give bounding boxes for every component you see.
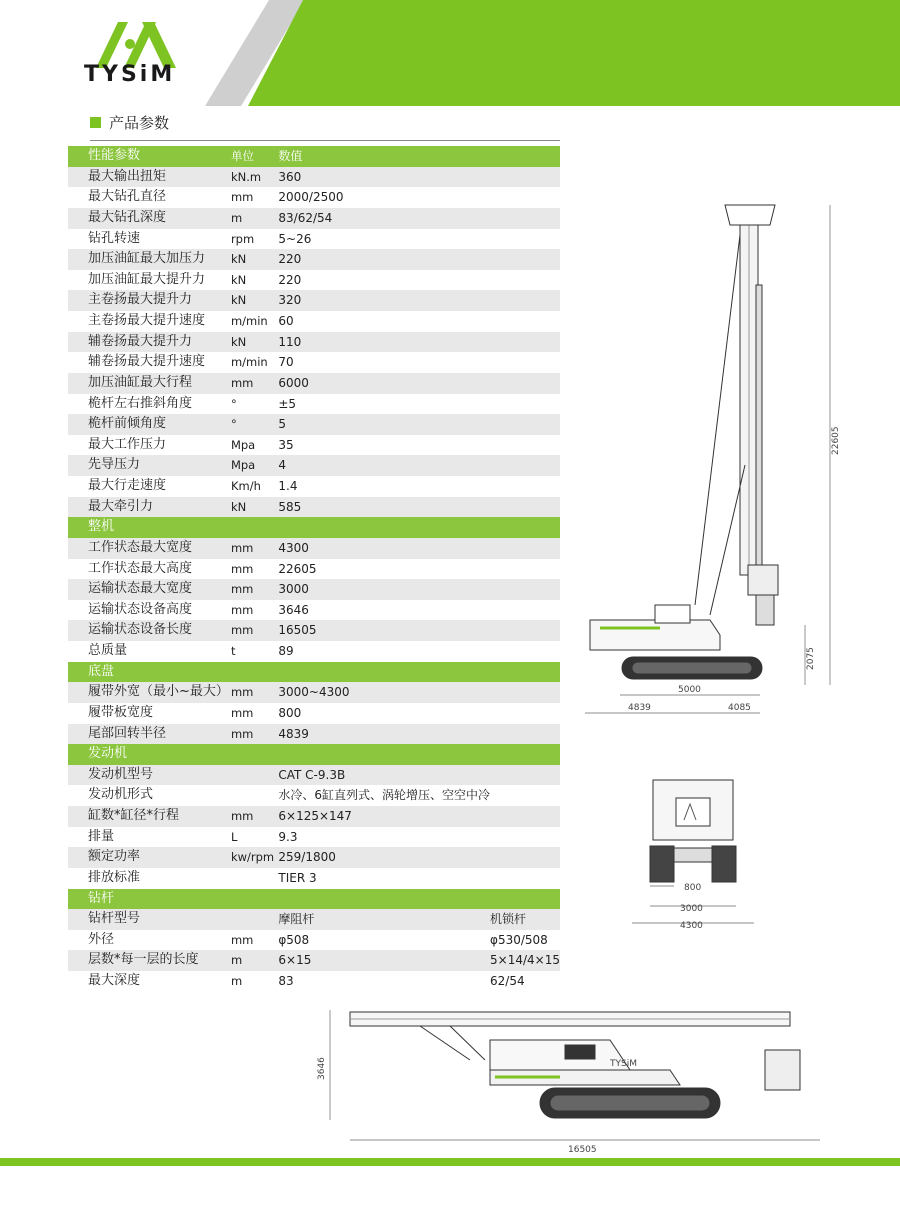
table-cell-c3: 6000: [278, 373, 490, 394]
table-cell-c2: mm: [231, 579, 278, 600]
table-cell-c3: 数值: [278, 146, 490, 167]
table-row: [68, 352, 560, 373]
table-cell-c4: [490, 146, 560, 167]
dim-front-w1: 800: [684, 883, 702, 893]
table-row: [68, 394, 560, 415]
table-cell-c2: [231, 517, 278, 538]
table-row: [68, 765, 560, 786]
table-section-header: [68, 744, 560, 765]
table-cell-c1: 底盘: [68, 662, 231, 683]
table-cell-c1: 层数*每一层的长度: [68, 950, 231, 971]
table-cell-c4: [490, 229, 560, 250]
table-cell-c1: 工作状态最大高度: [68, 559, 231, 580]
table-cell-c4: [490, 785, 560, 806]
table-cell-c4: [490, 187, 560, 208]
table-cell-c3: 220: [278, 249, 490, 270]
table-cell-c4: [490, 703, 560, 724]
table-cell-c3: ±5: [278, 394, 490, 415]
table-cell-c2: m: [231, 950, 278, 971]
table-cell-c3: TIER 3: [278, 868, 490, 889]
table-cell-c4: [490, 847, 560, 868]
table-cell-c1: 加压油缸最大行程: [68, 373, 231, 394]
table-cell-c1: 最大钻孔深度: [68, 208, 231, 229]
table-cell-c1: 主卷扬最大提升速度: [68, 311, 231, 332]
table-cell-c1: 总质量: [68, 641, 231, 662]
table-cell-c1: 最大深度: [68, 971, 231, 992]
table-cell-c4: φ530/508: [490, 930, 560, 951]
table-cell-c2: kN.m: [231, 167, 278, 188]
table-section-header: [68, 889, 560, 910]
table-cell-c2: mm: [231, 620, 278, 641]
table-cell-c3: 5: [278, 414, 490, 435]
dim-transport-length: 16505: [568, 1145, 597, 1155]
table-cell-c1: 发动机型号: [68, 765, 231, 786]
table-cell-c4: [490, 889, 560, 910]
table-cell-c4: [490, 352, 560, 373]
table-cell-c4: [490, 455, 560, 476]
table-cell-c1: 最大行走速度: [68, 476, 231, 497]
front-view-drawing: [628, 768, 758, 933]
table-cell-c3: 5~26: [278, 229, 490, 250]
table-row: [68, 559, 560, 580]
table-row: [68, 868, 560, 889]
transport-view-drawing: [310, 1000, 830, 1155]
table-cell-c4: [490, 682, 560, 703]
table-cell-c1: 缸数*缸径*行程: [68, 806, 231, 827]
table-row: [68, 600, 560, 621]
table-cell-c4: [490, 290, 560, 311]
table-cell-c2: mm: [231, 187, 278, 208]
table-row: [68, 806, 560, 827]
table-cell-c1: 最大牵引力: [68, 497, 231, 518]
table-row: [68, 187, 560, 208]
table-cell-c4: [490, 414, 560, 435]
table-cell-c2: kN: [231, 249, 278, 270]
table-cell-c3: [278, 744, 490, 765]
table-cell-c3: 89: [278, 641, 490, 662]
table-cell-c1: 最大工作压力: [68, 435, 231, 456]
table-cell-c3: φ508: [278, 930, 490, 951]
table-cell-c3: 585: [278, 497, 490, 518]
table-cell-c3: 60: [278, 311, 490, 332]
table-cell-c3: 2000/2500: [278, 187, 490, 208]
table-cell-c4: [490, 476, 560, 497]
table-cell-c1: 最大输出扭矩: [68, 167, 231, 188]
dim-transport-height: 3646: [317, 1057, 327, 1080]
table-cell-c2: mm: [231, 703, 278, 724]
table-row: [68, 785, 560, 806]
table-cell-c4: 5×14/4×15: [490, 950, 560, 971]
table-cell-c2: m/min: [231, 352, 278, 373]
table-row: [68, 311, 560, 332]
table-cell-c2: [231, 765, 278, 786]
cab-logo-text: TYSiM: [610, 1059, 637, 1069]
table-cell-c3: 4: [278, 455, 490, 476]
table-cell-c2: mm: [231, 930, 278, 951]
table-cell-c1: 钻孔转速: [68, 229, 231, 250]
table-cell-c2: [231, 744, 278, 765]
table-cell-c1: 最大钻孔直径: [68, 187, 231, 208]
section-title-text: 产品参数: [109, 114, 170, 132]
table-cell-c3: 220: [278, 270, 490, 291]
table-cell-c3: 259/1800: [278, 847, 490, 868]
table-row: [68, 167, 560, 188]
spec-table: [68, 146, 560, 992]
table-cell-c3: 22605: [278, 559, 490, 580]
table-cell-c4: [490, 249, 560, 270]
table-cell-c4: [490, 641, 560, 662]
section-title: [90, 112, 169, 133]
table-cell-c3: 800: [278, 703, 490, 724]
table-cell-c1: 履带板宽度: [68, 703, 231, 724]
table-row: [68, 847, 560, 868]
table-cell-c3: 83: [278, 971, 490, 992]
table-row: [68, 229, 560, 250]
table-cell-c2: [231, 889, 278, 910]
table-cell-c1: 运输状态设备长度: [68, 620, 231, 641]
table-cell-c2: mm: [231, 600, 278, 621]
table-cell-c4: [490, 311, 560, 332]
brand-name: TYSiM: [84, 62, 176, 87]
table-row: [68, 641, 560, 662]
table-cell-c2: [231, 909, 278, 930]
table-section-header: [68, 146, 560, 167]
table-cell-c3: 摩阻杆: [278, 909, 490, 930]
table-row: [68, 724, 560, 745]
table-cell-c4: [490, 538, 560, 559]
table-cell-c4: [490, 270, 560, 291]
table-cell-c4: [490, 559, 560, 580]
table-cell-c1: 排放标准: [68, 868, 231, 889]
table-row: [68, 208, 560, 229]
table-row: [68, 476, 560, 497]
table-cell-c4: 机锁杆: [490, 909, 560, 930]
table-cell-c1: 辅卷扬最大提升速度: [68, 352, 231, 373]
table-cell-c4: [490, 620, 560, 641]
table-cell-c3: 3646: [278, 600, 490, 621]
table-cell-c3: 4300: [278, 538, 490, 559]
table-row: [68, 455, 560, 476]
table-row: [68, 249, 560, 270]
table-cell-c2: m/min: [231, 311, 278, 332]
table-cell-c2: Mpa: [231, 435, 278, 456]
table-cell-c4: [490, 827, 560, 848]
table-cell-c1: 先导压力: [68, 455, 231, 476]
table-cell-c2: mm: [231, 559, 278, 580]
table-cell-c3: 9.3: [278, 827, 490, 848]
table-cell-c1: 排量: [68, 827, 231, 848]
table-cell-c3: CAT C-9.3B: [278, 765, 490, 786]
table-cell-c1: 桅杆前倾角度: [68, 414, 231, 435]
table-row: [68, 682, 560, 703]
table-cell-c1: 性能参数: [68, 146, 231, 167]
table-cell-c3: 83/62/54: [278, 208, 490, 229]
table-cell-c3: 水冷、6缸直列式、涡轮增压、空空中冷: [278, 785, 490, 806]
table-cell-c3: 4839: [278, 724, 490, 745]
table-cell-c2: L: [231, 827, 278, 848]
table-cell-c4: [490, 394, 560, 415]
table-cell-c4: [490, 806, 560, 827]
table-cell-c4: [490, 517, 560, 538]
table-row: [68, 971, 560, 992]
dim-front-w2: 3000: [680, 904, 703, 914]
table-cell-c2: mm: [231, 682, 278, 703]
table-cell-c1: 发动机形式: [68, 785, 231, 806]
dim-front: 4085: [728, 703, 751, 713]
table-row: [68, 332, 560, 353]
table-section-header: [68, 517, 560, 538]
table-cell-c2: t: [231, 641, 278, 662]
table-cell-c1: 额定功率: [68, 847, 231, 868]
table-cell-c1: 桅杆左右推斜角度: [68, 394, 231, 415]
table-row: [68, 579, 560, 600]
table-row: [68, 703, 560, 724]
table-cell-c4: [490, 208, 560, 229]
table-cell-c1: 发动机: [68, 744, 231, 765]
table-cell-c3: 6×125×147: [278, 806, 490, 827]
table-cell-c4: 62/54: [490, 971, 560, 992]
table-cell-c4: [490, 662, 560, 683]
table-cell-c3: 3000~4300: [278, 682, 490, 703]
table-cell-c2: kN: [231, 332, 278, 353]
table-cell-c3: 6×15: [278, 950, 490, 971]
table-cell-c1: 运输状态最大宽度: [68, 579, 231, 600]
table-cell-c1: 钻杆: [68, 889, 231, 910]
dim-front-w3: 4300: [680, 921, 703, 931]
table-cell-c1: 整机: [68, 517, 231, 538]
dim-tail: 4839: [628, 703, 651, 713]
table-section-header: [68, 662, 560, 683]
table-cell-c2: °: [231, 414, 278, 435]
table-cell-c2: mm: [231, 806, 278, 827]
table-cell-c2: mm: [231, 373, 278, 394]
table-cell-c2: kN: [231, 290, 278, 311]
table-cell-c2: °: [231, 394, 278, 415]
table-cell-c3: [278, 517, 490, 538]
table-row: [68, 620, 560, 641]
table-cell-c4: [490, 868, 560, 889]
table-cell-c2: Km/h: [231, 476, 278, 497]
table-cell-c2: [231, 662, 278, 683]
table-cell-c2: m: [231, 208, 278, 229]
footer-bar: [0, 1158, 900, 1166]
table-row: [68, 290, 560, 311]
table-row: [68, 950, 560, 971]
table-cell-c1: 加压油缸最大提升力: [68, 270, 231, 291]
table-cell-c2: mm: [231, 724, 278, 745]
table-cell-c1: 主卷扬最大提升力: [68, 290, 231, 311]
table-cell-c1: 加压油缸最大加压力: [68, 249, 231, 270]
table-cell-c2: [231, 868, 278, 889]
table-cell-c2: 单位: [231, 146, 278, 167]
table-cell-c3: 360: [278, 167, 490, 188]
table-cell-c3: 35: [278, 435, 490, 456]
table-cell-c1: 运输状态设备高度: [68, 600, 231, 621]
table-row: [68, 930, 560, 951]
table-row: [68, 497, 560, 518]
table-row: [68, 909, 560, 930]
table-cell-c3: 3000: [278, 579, 490, 600]
table-cell-c3: 320: [278, 290, 490, 311]
table-cell-c3: 70: [278, 352, 490, 373]
table-cell-c3: 16505: [278, 620, 490, 641]
table-cell-c3: [278, 662, 490, 683]
table-cell-c3: [278, 889, 490, 910]
table-cell-c4: [490, 435, 560, 456]
table-cell-c4: [490, 724, 560, 745]
table-cell-c2: kN: [231, 497, 278, 518]
table-cell-c3: 1.4: [278, 476, 490, 497]
table-cell-c2: m: [231, 971, 278, 992]
table-cell-c4: [490, 579, 560, 600]
table-cell-c2: kN: [231, 270, 278, 291]
table-cell-c1: 辅卷扬最大提升力: [68, 332, 231, 353]
table-cell-c1: 外径: [68, 930, 231, 951]
table-cell-c4: [490, 765, 560, 786]
table-cell-c1: 钻杆型号: [68, 909, 231, 930]
section-square-icon: [90, 117, 101, 128]
table-cell-c4: [490, 600, 560, 621]
table-cell-c1: 尾部回转半径: [68, 724, 231, 745]
table-cell-c2: kw/rpm: [231, 847, 278, 868]
title-divider: [90, 140, 560, 141]
table-cell-c2: mm: [231, 538, 278, 559]
table-row: [68, 827, 560, 848]
table-cell-c1: 工作状态最大宽度: [68, 538, 231, 559]
table-cell-c4: [490, 497, 560, 518]
table-cell-c4: [490, 744, 560, 765]
dim-track: 5000: [678, 685, 701, 695]
table-row: [68, 270, 560, 291]
table-row: [68, 435, 560, 456]
table-cell-c3: 110: [278, 332, 490, 353]
table-cell-c1: 履带外宽（最小~最大）: [68, 682, 231, 703]
side-view-drawing: [580, 195, 895, 720]
dim-height: 22605: [831, 426, 841, 455]
table-row: [68, 414, 560, 435]
table-cell-c4: [490, 373, 560, 394]
table-row: [68, 373, 560, 394]
table-cell-c2: Mpa: [231, 455, 278, 476]
table-row: [68, 538, 560, 559]
table-cell-c2: [231, 785, 278, 806]
table-cell-c4: [490, 332, 560, 353]
header-band: [248, 0, 900, 106]
dim-ground: 2075: [806, 647, 816, 670]
table-cell-c2: rpm: [231, 229, 278, 250]
table-cell-c4: [490, 167, 560, 188]
